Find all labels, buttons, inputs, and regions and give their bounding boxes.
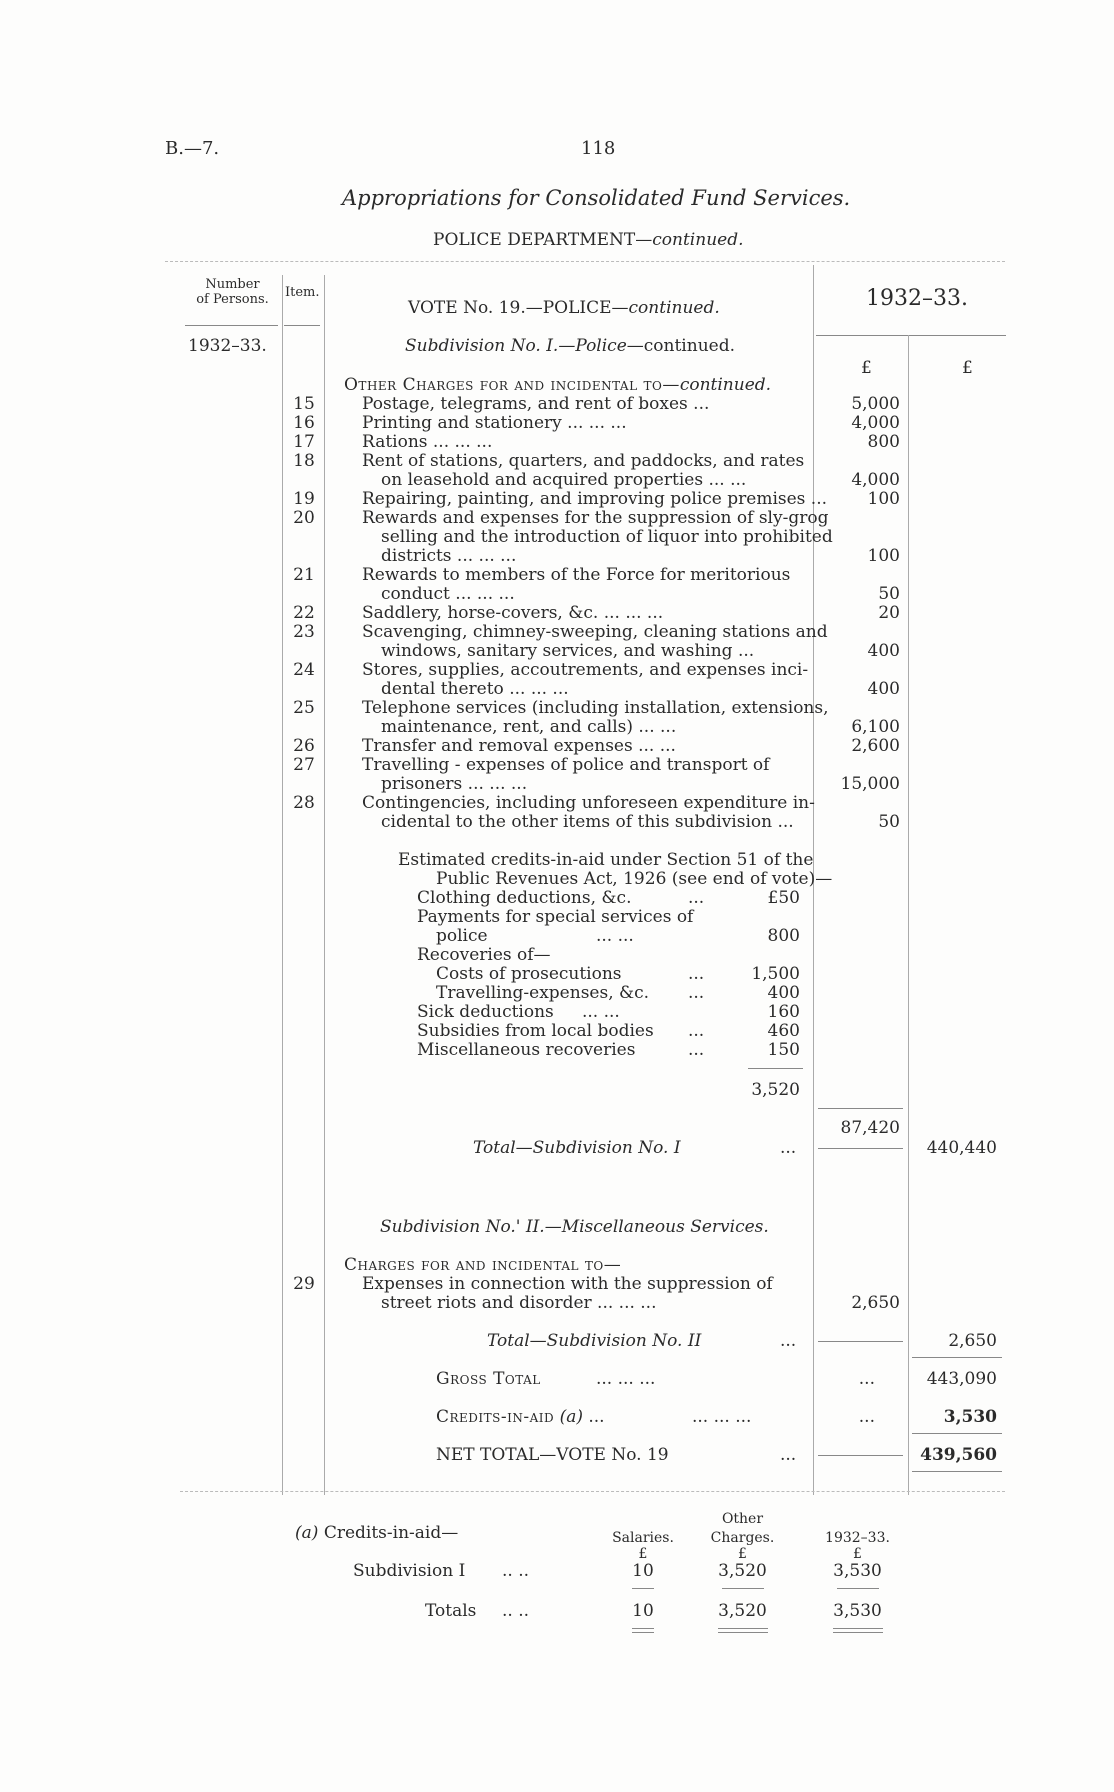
other-charges-heading xyxy=(344,377,771,394)
item-description: Travelling - expenses of police and transport of xyxy=(362,755,770,775)
persons-heading-1: Number xyxy=(205,277,260,292)
year-heading: 1932–33. xyxy=(866,286,968,311)
costs-dots: ... xyxy=(688,964,705,984)
clothing-amount: £50 xyxy=(767,888,800,908)
item-amount: 100 xyxy=(867,489,900,509)
document-ref: B.—7. xyxy=(165,138,220,159)
item-col-rule-left xyxy=(282,275,283,1495)
costs-label: Costs of prosecutions xyxy=(436,964,622,984)
gross-total-dots: ... ... ... xyxy=(596,1369,656,1389)
footnote-head-other-2: Charges. xyxy=(710,1530,775,1546)
credits-intro-line2: Public Revenues Act, 1926 (see end of vote)— xyxy=(436,869,833,889)
pound-sign-col2: £ xyxy=(962,358,973,378)
subdivision2-charges-heading: Charges for and incidental to— xyxy=(344,1255,622,1275)
footnote-marker: (a) xyxy=(295,1523,319,1543)
gross-total-col1: ... xyxy=(858,1369,875,1389)
item-amount: 4,000 xyxy=(851,470,900,490)
credits-in-aid-label: Credits-in-aid (a) ... xyxy=(436,1407,605,1427)
credits-in-aid-note: (a) xyxy=(559,1407,583,1427)
payments-label-line2: police xyxy=(436,926,488,946)
page-title: Appropriations for Consolidated Fund Services. xyxy=(342,186,851,210)
item-description-cont: selling and the introduction of liquor into prohibited xyxy=(381,527,833,547)
footnote-rule-salaries xyxy=(632,1588,654,1589)
costs-amount: 1,500 xyxy=(751,964,800,984)
item-underline xyxy=(284,325,320,326)
footnote-dbl-rule-2b xyxy=(718,1632,768,1633)
item-number: 28 xyxy=(293,793,315,813)
clothing-dots: ... xyxy=(688,888,705,908)
footnote-row-label: Subdivision I xyxy=(353,1561,466,1581)
footnote-dbl-rule-2a xyxy=(718,1628,768,1629)
subdivision1-total-dots: ... xyxy=(780,1138,797,1158)
item-description: Printing and stationery ... ... ... xyxy=(362,413,627,433)
item-description: Contingencies, including unforeseen expenditure in- xyxy=(362,793,815,813)
item-number: 25 xyxy=(293,698,315,718)
item-description: Telephone services (including installation, extensions, xyxy=(362,698,829,718)
item-number: 16 xyxy=(293,413,315,433)
vote-continued: continued. xyxy=(628,298,720,318)
misc-label: Miscellaneous recoveries xyxy=(417,1040,636,1060)
credits-in-aid-col1: ... xyxy=(858,1407,875,1427)
item-amount: 2,650 xyxy=(851,1293,900,1313)
credits-sum-rule xyxy=(748,1068,803,1069)
footnote-head-other-1: Other xyxy=(721,1511,764,1527)
item-amount: 400 xyxy=(867,641,900,661)
item-heading: Item. xyxy=(285,285,320,300)
item-amount: 100 xyxy=(867,546,900,566)
net-rule-bottom xyxy=(912,1471,1002,1472)
subdivision2-total-label: Total—Subdivision No. II xyxy=(487,1331,702,1351)
footnote-dbl-rule-1b xyxy=(632,1632,654,1633)
item-number: 15 xyxy=(293,394,315,414)
footnote-totals-other: 3,520 xyxy=(718,1601,767,1621)
subdivision1-total-label: Total—Subdivision No. I xyxy=(473,1138,681,1158)
item-number: 29 xyxy=(293,1274,315,1294)
misc-amount: 150 xyxy=(767,1040,800,1060)
bottom-rule xyxy=(180,1491,1005,1492)
department-continued: continued. xyxy=(652,230,744,250)
item-description: Rewards to members of the Force for meritorious xyxy=(362,565,791,585)
item-amount: 800 xyxy=(867,432,900,452)
footnote-head-year: 1932–33. xyxy=(825,1530,890,1546)
gross-total-label: Gross Total xyxy=(436,1369,541,1389)
item-amount: 6,100 xyxy=(851,717,900,737)
subdivision1-total-col1: 87,420 xyxy=(840,1118,900,1138)
item-description-cont: street riots and disorder ... ... ... xyxy=(381,1293,657,1313)
footnote-totals-dots: .. .. xyxy=(502,1601,530,1621)
item-description-cont: on leasehold and acquired properties ... ... xyxy=(381,470,747,490)
credits-in-aid-col2: 3,530 xyxy=(943,1407,997,1427)
item-description: Rations ... ... ... xyxy=(362,432,493,452)
item-amount: 15,000 xyxy=(840,774,900,794)
subtotal-rule-top xyxy=(818,1108,903,1109)
subdivision2-total-dots: ... xyxy=(780,1331,797,1351)
subdivision1-continued: continued. xyxy=(643,336,735,356)
footnote-dbl-rule-1a xyxy=(632,1628,654,1629)
footnote-dbl-rule-3a xyxy=(833,1628,883,1629)
item-description-cont: districts ... ... ... xyxy=(381,546,517,566)
subtotal-rule-bottom xyxy=(818,1148,903,1149)
year-underline xyxy=(816,335,1006,336)
credits-total: 3,520 xyxy=(751,1080,800,1100)
payments-amount: 800 xyxy=(767,926,800,946)
footnote-row-other: 3,520 xyxy=(718,1561,767,1581)
item-col-rule-right xyxy=(324,275,325,1495)
sick-dots: ... ... xyxy=(582,1002,620,1022)
item-number: 26 xyxy=(293,736,315,756)
subdivision2-total-col2: 2,650 xyxy=(948,1331,997,1351)
footnote-rule-other xyxy=(722,1588,764,1589)
item-description: Rewards and expenses for the suppression of sly-grog xyxy=(362,508,829,528)
item-amount: 20 xyxy=(878,603,900,623)
department-heading xyxy=(433,232,743,249)
footnote-row-dots: .. .. xyxy=(502,1561,530,1581)
footnote-totals-salaries: 10 xyxy=(632,1601,654,1621)
credits-intro-line1: Estimated credits-in-aid under Section 51 of the xyxy=(398,850,814,870)
item-number: 24 xyxy=(293,660,315,680)
item-number: 21 xyxy=(293,565,315,585)
vote-heading xyxy=(408,300,720,317)
payments-label-line1: Payments for special services of xyxy=(417,907,694,927)
sick-label: Sick deductions xyxy=(417,1002,554,1022)
item-number: 20 xyxy=(293,508,315,528)
item-description: Scavenging, chimney-sweeping, cleaning stations and xyxy=(362,622,828,642)
item-description: Stores, supplies, accoutrements, and expenses inci- xyxy=(362,660,809,680)
footnote-rule-year xyxy=(837,1588,879,1589)
item-description-cont: cidental to the other items of this subdivision ... xyxy=(381,812,794,832)
travelling-label: Travelling-expenses, &c. xyxy=(436,983,650,1003)
amount-col-rule-right xyxy=(908,335,909,1495)
net-total-rule xyxy=(818,1455,903,1456)
item-amount: 50 xyxy=(878,812,900,832)
misc-dots: ... xyxy=(688,1040,705,1060)
footnote-row-year: 3,530 xyxy=(833,1561,882,1581)
subsidies-label: Subsidies from local bodies xyxy=(417,1021,654,1041)
payments-dots: ... ... xyxy=(596,926,634,946)
other-charges-continued: continued. xyxy=(679,375,772,395)
net-total-col2: 439,560 xyxy=(920,1445,997,1465)
subsidies-dots: ... xyxy=(688,1021,705,1041)
footnote-dbl-rule-3b xyxy=(833,1632,883,1633)
other-charges-title: Other Charges for and incidental to— xyxy=(344,375,680,395)
persons-year: 1932–33. xyxy=(188,336,267,356)
item-amount: 400 xyxy=(867,679,900,699)
item-amount: 50 xyxy=(878,584,900,604)
pound-sign-col1: £ xyxy=(861,358,872,378)
vote-title: VOTE No. 19.—POLICE— xyxy=(408,298,629,318)
net-total-label: NET TOTAL—VOTE No. 19 xyxy=(436,1445,669,1465)
item-number: 17 xyxy=(293,432,315,452)
gross-rule-top xyxy=(912,1357,1002,1358)
footnote-label xyxy=(295,1525,458,1542)
footnote-title: Credits-in-aid— xyxy=(323,1523,459,1543)
travelling-amount: 400 xyxy=(767,983,800,1003)
item-number: 19 xyxy=(293,489,315,509)
item-description: Saddlery, horse-covers, &c. ... ... ... xyxy=(362,603,664,623)
item-amount: 5,000 xyxy=(851,394,900,414)
item-description-cont: prisoners ... ... ... xyxy=(381,774,528,794)
item-number: 22 xyxy=(293,603,315,623)
footnote-pound-1: £ xyxy=(638,1546,648,1562)
recoveries-heading: Recoveries of— xyxy=(417,945,551,965)
persons-underline xyxy=(185,325,278,326)
item-description: Transfer and removal expenses ... ... xyxy=(362,736,676,756)
top-rule xyxy=(165,261,1005,262)
page-number: 118 xyxy=(581,138,616,159)
department-name: POLICE DEPARTMENT— xyxy=(433,230,653,250)
footnote-totals-year: 3,530 xyxy=(833,1601,882,1621)
footnote-pound-3: £ xyxy=(853,1546,862,1562)
item-amount: 4,000 xyxy=(851,413,900,433)
net-rule-top xyxy=(912,1433,1002,1434)
subdivision2-total-rule xyxy=(818,1341,903,1342)
item-description: Rent of stations, quarters, and paddocks, and rates xyxy=(362,451,805,471)
item-number: 27 xyxy=(293,755,315,775)
item-number: 23 xyxy=(293,622,315,642)
footnote-head-salaries: Salaries. xyxy=(612,1530,674,1546)
sick-amount: 160 xyxy=(767,1002,800,1022)
item-description-cont: maintenance, rent, and calls) ... ... xyxy=(381,717,677,737)
subdivision1-total-col2: 440,440 xyxy=(926,1138,997,1158)
subdivision2-heading: Subdivision No.' II.—Miscellaneous Services. xyxy=(380,1217,769,1237)
item-description-cont: windows, sanitary services, and washing ... xyxy=(381,641,755,661)
footnote-row-salaries: 10 xyxy=(632,1561,654,1581)
subsidies-amount: 460 xyxy=(767,1021,800,1041)
persons-heading-2: of Persons. xyxy=(196,292,269,307)
clothing-label: Clothing deductions, &c. xyxy=(417,888,632,908)
item-description-cont: conduct ... ... ... xyxy=(381,584,515,604)
item-amount: 2,600 xyxy=(851,736,900,756)
travelling-dots: ... xyxy=(688,983,705,1003)
subdivision1-heading xyxy=(405,338,735,355)
footnote-totals-label: Totals xyxy=(425,1601,477,1621)
subdivision1-title: Subdivision No. I.—Police— xyxy=(405,336,644,356)
item-number: 18 xyxy=(293,451,315,471)
item-description: Repairing, painting, and improving police premises ... xyxy=(362,489,828,509)
item-description-cont: dental thereto ... ... ... xyxy=(381,679,569,699)
item-description: Postage, telegrams, and rent of boxes ... xyxy=(362,394,710,414)
footnote-pound-2: £ xyxy=(738,1546,747,1562)
credits-in-aid-text: Credits-in-aid xyxy=(436,1407,555,1427)
gross-total-col2: 443,090 xyxy=(926,1369,997,1389)
credits-in-aid-dots: ... ... ... xyxy=(692,1407,752,1427)
item-description: Expenses in connection with the suppression of xyxy=(362,1274,773,1294)
net-total-dots: ... xyxy=(780,1445,797,1465)
